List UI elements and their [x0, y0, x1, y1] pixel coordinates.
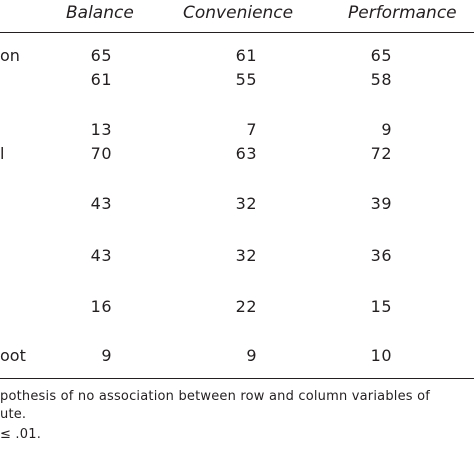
cell-performance: 72	[370, 144, 392, 163]
header-rule	[0, 32, 474, 33]
cell-performance: 36	[370, 246, 392, 265]
note-line: ute.	[0, 407, 27, 422]
cell-convenience: 9	[246, 346, 257, 365]
cell-balance: 13	[90, 120, 112, 139]
cell-convenience: 61	[235, 46, 257, 65]
column-header-balance: Balance	[66, 3, 134, 23]
cell-convenience: 7	[246, 120, 257, 139]
note-line: pothesis of no association between row and column variables of	[0, 389, 431, 404]
cell-convenience: 55	[235, 70, 257, 89]
cell-convenience: 63	[235, 144, 257, 163]
footer-rule	[0, 378, 474, 379]
cell-performance: 10	[370, 346, 392, 365]
cell-performance: 9	[381, 120, 392, 139]
cell-balance: 61	[90, 70, 112, 89]
cell-balance: 70	[90, 144, 112, 163]
column-header-performance: Performance	[348, 3, 457, 23]
cell-balance: 43	[90, 194, 112, 213]
note-line: ≤ .01.	[0, 427, 42, 442]
cell-balance: 16	[90, 297, 112, 316]
cell-performance: 58	[370, 70, 392, 89]
cell-balance: 9	[101, 346, 112, 365]
cell-performance: 65	[370, 46, 392, 65]
cell-balance: 43	[90, 246, 112, 265]
cell-convenience: 32	[235, 246, 257, 265]
cell-performance: 39	[370, 194, 392, 213]
row-label: l	[0, 144, 5, 163]
cell-balance: 65	[90, 46, 112, 65]
cell-performance: 15	[370, 297, 392, 316]
cell-convenience: 32	[235, 194, 257, 213]
column-header-convenience: Convenience	[183, 3, 294, 23]
row-label: on	[0, 46, 20, 65]
cell-convenience: 22	[235, 297, 257, 316]
row-label: oot	[0, 346, 26, 365]
